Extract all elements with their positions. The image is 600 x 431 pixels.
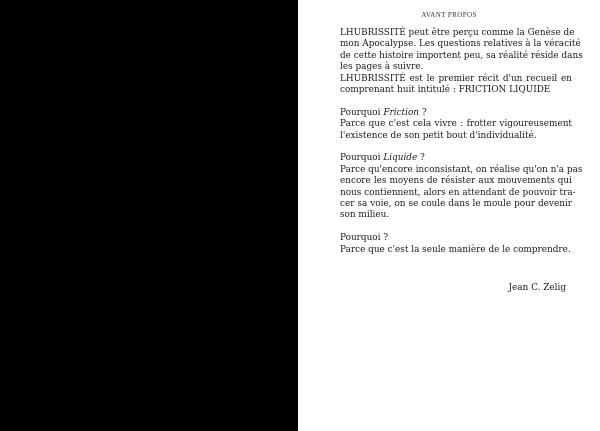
answer-line: Parce qu'encore inconsistant, on réalise qu'on n'a pas xyxy=(340,164,583,175)
question-friction xyxy=(340,108,572,119)
question-mark: ? xyxy=(417,153,425,164)
right-page xyxy=(298,0,600,431)
answer-line: son milieu. xyxy=(340,210,390,221)
question-keyword: Friction xyxy=(383,107,420,118)
paragraph-gap xyxy=(340,142,572,153)
author-signature: Jean C. Zelig xyxy=(508,283,566,293)
paragraph-line: les pages à suivre. xyxy=(340,62,424,73)
question-mark: ? xyxy=(419,107,427,118)
paragraph-line: mon Apocalypse. Les questions relatives à la véracité xyxy=(340,39,581,50)
question-keyword: Liquide xyxy=(383,153,418,164)
answer-line: nous contiennent, alors en attendant de pouvoir tra- xyxy=(340,187,576,198)
paragraph-line: de cette histoire importent peu, sa réalité réside dans xyxy=(340,50,583,61)
paragraph-line: comprenant huit intitulé : FRICTION LIQUIDE xyxy=(340,85,551,96)
answer-line: cer sa voie, on se coule dans le moule pour devenir xyxy=(340,199,572,210)
foreword-text xyxy=(340,28,583,256)
question-lead: Pourquoi xyxy=(340,107,384,118)
answer-line: encore les moyens de résister aux mouvements qui xyxy=(340,176,572,187)
answer-line: Parce que c'est cela vivre : frotter vigoureusement xyxy=(340,119,572,130)
left-page-black xyxy=(0,0,298,431)
paragraph-line: LHUBRISSITÉ est le premier récit d'un recueil en xyxy=(340,73,572,84)
question-pourquoi: Pourquoi ? xyxy=(340,233,389,244)
running-head: AVANT PROPOS xyxy=(421,11,477,19)
paragraph-gap xyxy=(340,96,572,107)
paragraph-line: LHUBRISSITÉ peut être perçu comme la Genèse de xyxy=(340,28,575,38)
answer-line: l'existence de son petit bout d'individualité. xyxy=(340,130,537,141)
paragraph-gap xyxy=(340,222,572,233)
question-lead: Pourquoi xyxy=(340,153,384,164)
answer-line: Parce que c'est la seule manière de le comprendre. xyxy=(340,244,571,255)
question-liquide xyxy=(340,153,572,164)
